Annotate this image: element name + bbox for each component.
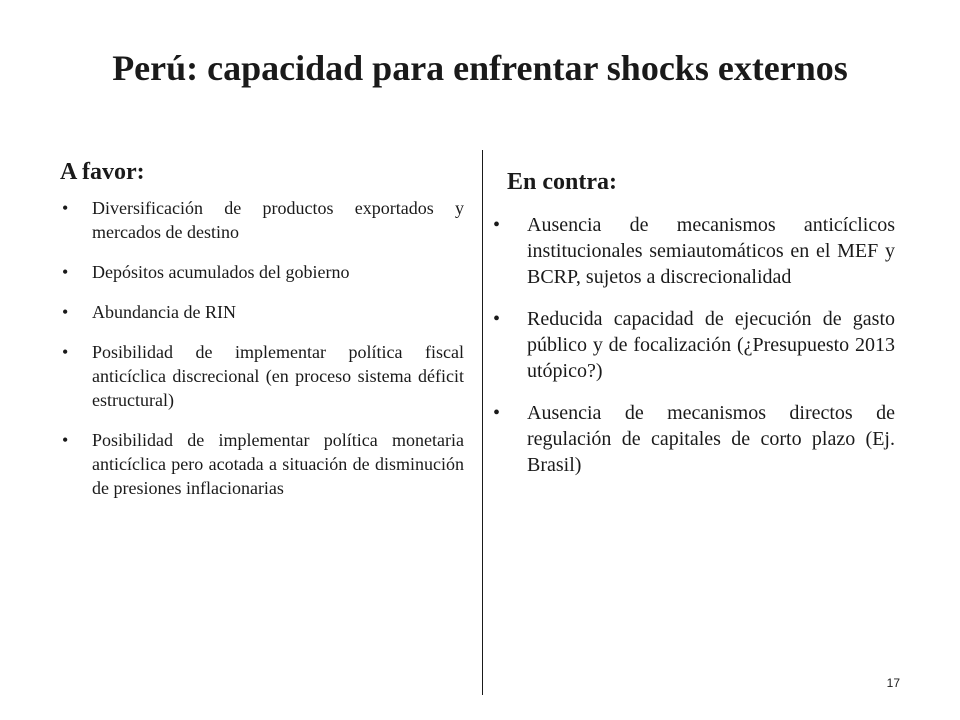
bullet-icon: • [493,214,501,236]
favor-item-text: Posibilidad de implementar política fiscal anticíclica discrecional (en proceso sistema déficit estructural) [92,342,464,410]
column-divider [482,150,483,695]
favor-list [62,196,464,516]
bullet-icon: • [62,342,69,362]
bullet-icon: • [62,198,69,218]
bullet-icon: • [493,402,501,424]
favor-item-text: Posibilidad de implementar política monetaria anticíclica pero acotada a situación de disminución de presiones inflacionarias [92,430,464,498]
contra-item-mecanismos-anticiclicos [493,212,895,290]
bullet-icon: • [62,262,69,282]
favor-item-politica-fiscal [62,340,464,412]
favor-item-text: Abundancia de RIN [92,302,236,322]
contra-item-text: Reducida capacidad de ejecución de gasto público y de focalización (¿Presupuesto 2013 utópico?) [527,308,895,382]
contra-heading: En contra: [507,169,617,195]
bullet-icon: • [62,302,69,322]
contra-item-text: Ausencia de mecanismos anticíclicos institucionales semiautomáticos en el MEF y BCRP, sujetos a discrecionalidad [527,214,895,288]
contra-item-text: Ausencia de mecanismos directos de regulación de capitales de corto plazo (Ej. Brasil) [527,402,895,476]
bullet-icon: • [62,430,69,450]
favor-item-diversificacion [62,196,464,244]
favor-heading: A favor: [60,159,145,185]
favor-item-rin [62,300,464,324]
bullet-icon: • [493,308,501,330]
contra-item-capacidad-ejecucion [493,306,895,384]
page-number: 17 [886,676,900,690]
contra-list [493,212,895,494]
favor-item-politica-monetaria [62,428,464,500]
contra-item-regulacion-capitales [493,400,895,478]
slide-title: Perú: capacidad para enfrentar shocks externos [112,48,848,88]
favor-item-text: Depósitos acumulados del gobierno [92,262,350,282]
favor-item-text: Diversificación de productos exportados y mercados de destino [92,198,464,242]
favor-item-depositos [62,260,464,284]
